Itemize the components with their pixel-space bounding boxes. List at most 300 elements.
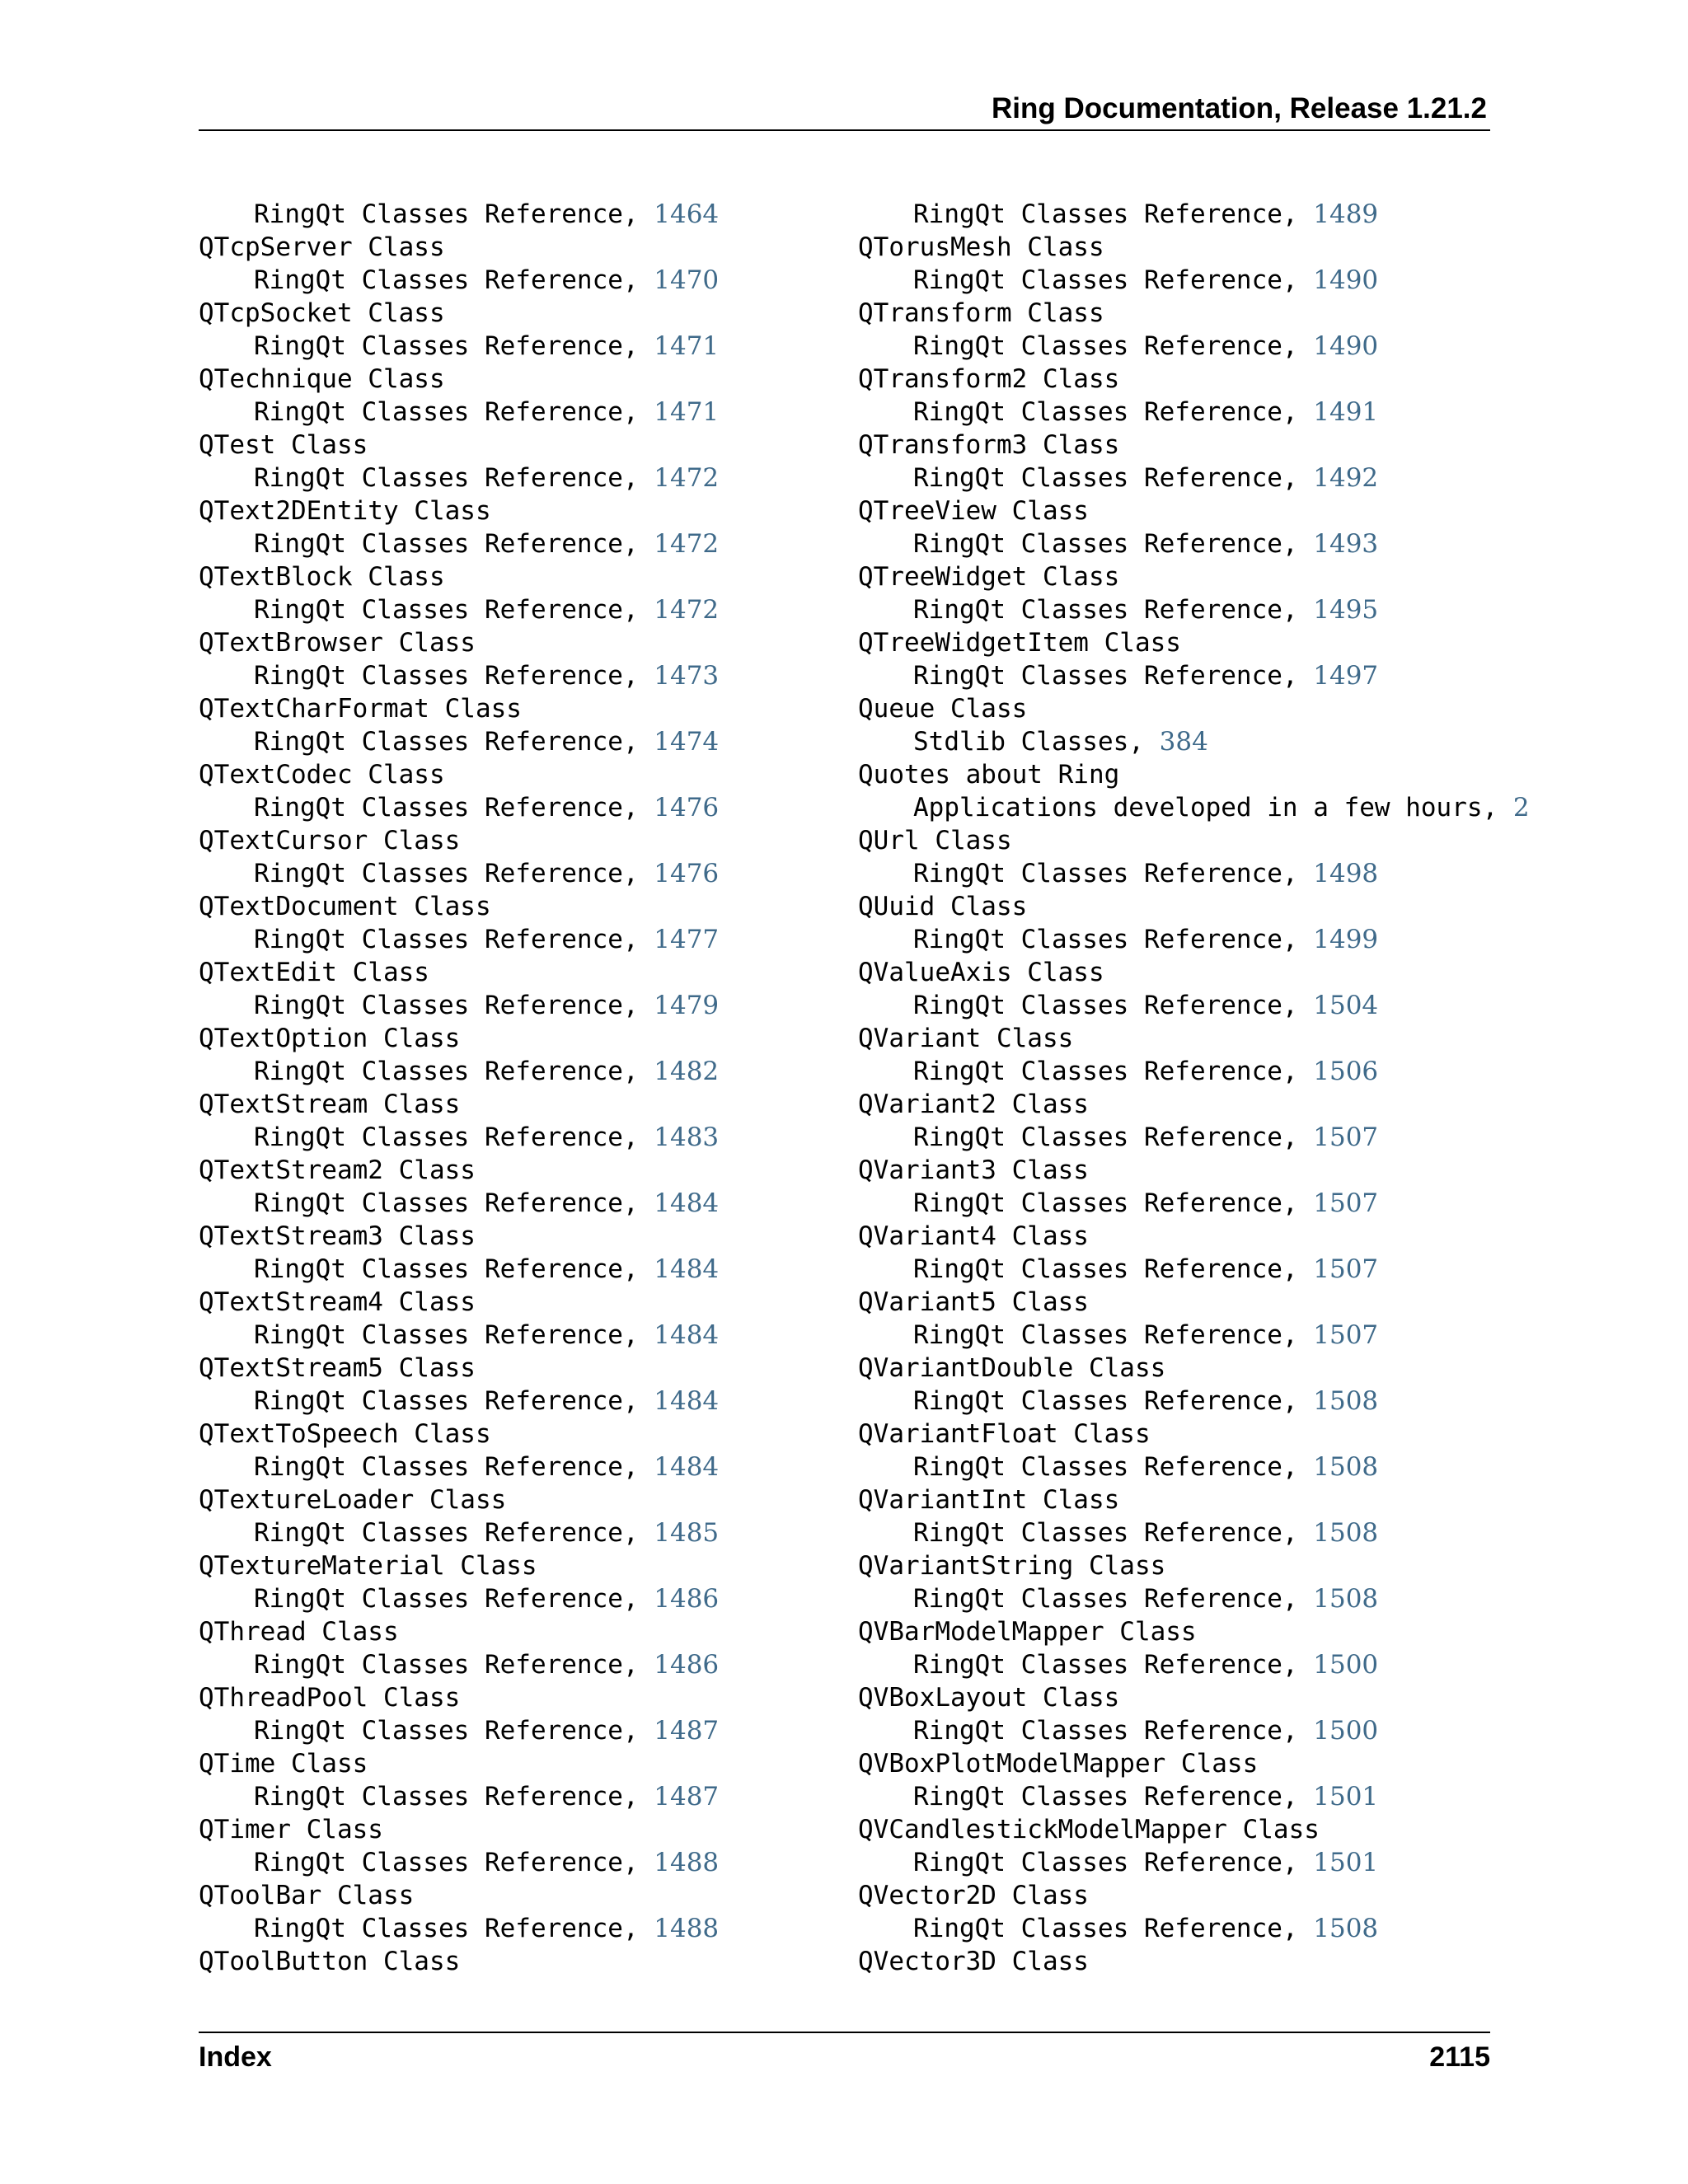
page-link[interactable]: 1488 [654,1848,720,1877]
index-entry [858,429,1530,462]
index-entry-text: QTransform2 Class [858,364,1120,394]
index-subentry [858,725,1530,758]
page-link[interactable]: 1487 [654,1716,720,1746]
entry-separator: , [1282,1057,1314,1086]
index-entry-text: Quotes about Ring [858,760,1120,790]
index-entry-text: QTextBlock Class [199,562,445,592]
entry-separator: , [622,925,654,954]
index-entry-text: RingQt Classes Reference [254,661,623,691]
entry-separator: , [1282,1914,1314,1943]
index-subentry [199,1648,719,1681]
index-entry-text: QTextStream Class [199,1090,461,1119]
index-subentry [199,725,719,758]
entry-separator: , [1282,1386,1314,1416]
entry-separator: , [622,991,654,1020]
index-entry-text: QTreeWidget Class [858,562,1120,592]
index-entry-text: QThreadPool Class [199,1683,461,1713]
page-link[interactable]: 1508 [1313,1452,1379,1482]
page-link[interactable]: 1486 [654,1584,720,1614]
index-entry-text: QTcpSocket Class [199,298,445,328]
index-entry [858,758,1530,791]
page-link[interactable]: 1501 [1313,1848,1379,1877]
entry-separator: , [622,1057,654,1086]
index-entry [858,692,1530,725]
index-entry-text: QTextStream5 Class [199,1353,476,1383]
index-entry [858,1418,1530,1451]
index-subentry [858,857,1530,890]
index-entry-text: RingQt Classes Reference [913,859,1282,888]
entry-separator: , [1128,727,1160,757]
page-link[interactable]: 1484 [654,1386,720,1416]
entry-separator: , [622,1122,654,1152]
index-entry [858,1022,1530,1055]
entry-separator: , [1282,1782,1314,1811]
index-entry-text: QTextCodec Class [199,760,445,790]
index-entry-text: RingQt Classes Reference [254,529,623,559]
page-link[interactable]: 1508 [1313,1386,1379,1416]
index-entry-text: RingQt Classes Reference [913,1386,1282,1416]
index-entry-text: RingQt Classes Reference [913,397,1282,427]
index-subentry [858,1319,1530,1352]
page-link[interactable]: 1500 [1313,1650,1379,1680]
entry-separator: , [622,463,654,493]
index-subentry [858,330,1530,363]
entry-separator: , [622,859,654,888]
index-entry-text: QVariant3 Class [858,1155,1089,1185]
index-entry [199,890,719,923]
index-entry-text: RingQt Classes Reference [254,1057,623,1086]
index-entry-text: QValueAxis Class [858,958,1104,987]
page-link[interactable]: 1499 [1313,925,1379,954]
index-subentry [199,527,719,560]
index-subentry [199,1253,719,1286]
page-link[interactable]: 1508 [1313,1914,1379,1943]
index-entry-text: QTest Class [199,430,368,460]
entry-separator: , [622,199,654,229]
page-link[interactable]: 1487 [654,1782,720,1811]
entry-separator: , [622,1716,654,1746]
index-entry-text: RingQt Classes Reference [254,331,623,361]
page-link[interactable]: 1507 [1313,1122,1379,1152]
index-subentry [858,462,1530,494]
index-entry [858,231,1530,264]
index-entry-text: RingQt Classes Reference [254,1254,623,1284]
index-entry [858,1483,1530,1516]
page-link[interactable]: 1492 [1313,463,1379,493]
index-entry [199,1615,719,1648]
index-entry-text: QTextCursor Class [199,826,461,855]
index-subentry [199,1451,719,1483]
index-subentry [858,1780,1530,1813]
index-entry-text: QToolBar Class [199,1881,415,1910]
index-entry-text: QVector3D Class [858,1947,1089,1976]
index-subentry [199,1516,719,1549]
entry-separator: , [622,1584,654,1614]
index-entry-text: RingQt Classes Reference [913,1320,1282,1350]
index-entry [858,626,1530,659]
footer-rule [199,2032,1490,2033]
page-link[interactable]: 1491 [1313,397,1379,427]
index-entry-text: RingQt Classes Reference [913,199,1282,229]
index-entry-text: RingQt Classes Reference [254,397,623,427]
index-entry-text: QTextOption Class [199,1024,461,1053]
entry-separator: , [1282,463,1314,493]
entry-separator: , [1282,1254,1314,1284]
index-entry [858,1088,1530,1121]
page-link[interactable]: 1501 [1313,1782,1379,1811]
index-entry-text: RingQt Classes Reference [254,727,623,757]
page-link[interactable]: 1476 [654,793,720,823]
index-entry-text: QVariant Class [858,1024,1074,1053]
index-entry-text: RingQt Classes Reference [254,1584,623,1614]
index-entry-text: RingQt Classes Reference [254,793,623,823]
index-entry-text: QVariant2 Class [858,1090,1089,1119]
index-entry [858,1615,1530,1648]
index-entry [858,1286,1530,1319]
index-entry-text: RingQt Classes Reference [913,1122,1282,1152]
index-subentry [199,1055,719,1088]
entry-separator: , [622,1452,654,1482]
entry-separator: , [1482,793,1513,823]
index-entry [199,297,719,330]
page-link[interactable]: 1485 [654,1518,720,1548]
entry-separator: , [1282,661,1314,691]
page-link[interactable]: 1495 [1313,595,1379,625]
index-entry-text: QTransform3 Class [858,430,1120,460]
index-entry-text: QTextCharFormat Class [199,694,522,724]
index-entry-text: RingQt Classes Reference [254,1782,623,1811]
page-link[interactable]: 1476 [654,859,720,888]
index-entry-text: RingQt Classes Reference [254,1716,623,1746]
index-entry-text: RingQt Classes Reference [913,595,1282,625]
index-entry-text: QThread Class [199,1617,399,1647]
page-link[interactable]: 1493 [1313,529,1379,559]
index-entry-text: RingQt Classes Reference [254,595,623,625]
page-link[interactable]: 1474 [654,727,720,757]
page-header-title: Ring Documentation, Release 1.21.2 [991,92,1487,124]
index-entry-text: QVariant5 Class [858,1287,1089,1317]
page-link[interactable]: 1473 [654,661,720,691]
page-link[interactable]: 1504 [1313,991,1379,1020]
index-subentry [199,1714,719,1747]
index-entry-text: RingQt Classes Reference [913,1914,1282,1943]
index-subentry [858,791,1530,824]
index-entry-text: QTime Class [199,1749,368,1779]
index-entry [199,1879,719,1912]
index-entry-text: RingQt Classes Reference [254,1122,623,1152]
index-subentry [858,1121,1530,1154]
index-subentry [858,396,1530,429]
page-link[interactable]: 1507 [1313,1320,1379,1350]
index-entry [199,956,719,989]
index-subentry [199,330,719,363]
entry-separator: , [1282,265,1314,295]
page-link[interactable]: 1484 [654,1320,720,1350]
index-subentry [858,989,1530,1022]
index-entry-text: RingQt Classes Reference [913,265,1282,295]
entry-separator: , [622,1782,654,1811]
index-subentry [858,527,1530,560]
index-entry-text: RingQt Classes Reference [913,661,1282,691]
page-link[interactable]: 1472 [654,595,720,625]
index-entry [199,1088,719,1121]
page-link[interactable]: 1486 [654,1650,720,1680]
index-entry-text: RingQt Classes Reference [913,463,1282,493]
page-link[interactable]: 1479 [654,991,720,1020]
index-entry [199,626,719,659]
entry-separator: , [622,1848,654,1877]
index-entry-text: QTextEdit Class [199,958,429,987]
index-entry-text: QTorusMesh Class [858,232,1104,262]
entry-separator: , [622,793,654,823]
index-entry-text: QTechnique Class [199,364,445,394]
index-entry-text: RingQt Classes Reference [913,1452,1282,1482]
index-subentry [199,264,719,297]
index-column-right [858,198,1530,1978]
page-link[interactable]: 1472 [654,529,720,559]
index-entry [858,560,1530,593]
index-entry-text: QVariantDouble Class [858,1353,1166,1383]
index-subentry [858,1714,1530,1747]
index-subentry [199,923,719,956]
footer-section-label: Index [199,2041,272,2073]
index-entry-text: RingQt Classes Reference [913,1057,1282,1086]
index-subentry [858,1582,1530,1615]
index-subentry [858,1516,1530,1549]
index-subentry [858,1187,1530,1220]
index-subentry [858,659,1530,692]
index-subentry [858,593,1530,626]
index-entry-text: RingQt Classes Reference [913,1650,1282,1680]
index-entry-text: RingQt Classes Reference [254,991,623,1020]
page-link[interactable]: 1490 [1313,331,1379,361]
index-entry-text: QVector2D Class [858,1881,1089,1910]
index-entry-text: RingQt Classes Reference [913,331,1282,361]
page-link[interactable]: 1500 [1313,1716,1379,1746]
page-link[interactable]: 1490 [1313,265,1379,295]
entry-separator: , [622,397,654,427]
index-entry [858,1154,1530,1187]
index-entry-text: RingQt Classes Reference [913,1848,1282,1877]
index-subentry [199,1846,719,1879]
index-entry-text: QVariantInt Class [858,1485,1120,1515]
index-entry-text: Applications developed in a few hours [913,793,1483,823]
index-entry-text: Stdlib Classes [913,727,1129,757]
index-entry [858,1352,1530,1385]
entry-separator: , [622,1518,654,1548]
index-entry [199,1418,719,1451]
index-entry [199,1681,719,1714]
index-entry-text: QVCandlestickModelMapper Class [858,1815,1320,1844]
entry-separator: , [622,727,654,757]
entry-separator: , [622,595,654,625]
index-subentry [199,1385,719,1418]
index-entry-text: QUrl Class [858,826,1012,855]
index-subentry [199,1319,719,1352]
index-entry [199,692,719,725]
page-link[interactable]: 384 [1159,727,1208,757]
index-entry-text: QVBoxLayout Class [858,1683,1120,1713]
index-entry-text: QTextStream2 Class [199,1155,476,1185]
page-link[interactable]: 1508 [1313,1584,1379,1614]
index-entry-text: RingQt Classes Reference [254,199,623,229]
index-entry-text: QTextStream4 Class [199,1287,476,1317]
index-entry [199,1154,719,1187]
index-subentry [858,1451,1530,1483]
page-link[interactable]: 1507 [1313,1254,1379,1284]
index-subentry [199,1121,719,1154]
entry-separator: , [1282,199,1314,229]
index-entry-text: Queue Class [858,694,1028,724]
index-subentry [858,1055,1530,1088]
page-link[interactable]: 1482 [654,1057,720,1086]
index-column-left [199,198,719,1978]
index-entry-text: QToolButton Class [199,1947,461,1976]
entry-separator: , [1282,925,1314,954]
index-entry [858,1813,1530,1846]
index-subentry [858,1253,1530,1286]
index-entry [858,363,1530,396]
index-subentry [199,989,719,1022]
index-subentry [199,593,719,626]
index-entry [199,824,719,857]
index-subentry [199,396,719,429]
page-link[interactable]: 1483 [654,1122,720,1152]
index-subentry [199,462,719,494]
entry-separator: , [1282,397,1314,427]
index-entry-text: QTextureMaterial Class [199,1551,537,1581]
index-entry-text: QTimer Class [199,1815,383,1844]
entry-separator: , [1282,859,1314,888]
index-subentry [199,791,719,824]
page-link[interactable]: 1484 [654,1254,720,1284]
entry-separator: , [1282,331,1314,361]
entry-separator: , [1282,991,1314,1020]
index-entry [858,1747,1530,1780]
index-subentry [199,198,719,231]
entry-separator: , [622,265,654,295]
index-subentry [199,1912,719,1945]
index-entry-text: RingQt Classes Reference [254,1452,623,1482]
entry-separator: , [1282,1584,1314,1614]
index-entry [858,1681,1530,1714]
index-entry [858,890,1530,923]
index-entry-text: QVariant4 Class [858,1221,1089,1251]
page-link[interactable]: 1497 [1313,661,1379,691]
entry-separator: , [1282,1320,1314,1350]
page-link[interactable]: 2 [1512,793,1530,823]
index-entry [199,1220,719,1253]
index-subentry [858,1846,1530,1879]
index-subentry [858,1912,1530,1945]
footer-page-number: 2115 [1429,2041,1490,2073]
index-entry-text: QTextStream3 Class [199,1221,476,1251]
page-link[interactable]: 1484 [654,1188,720,1218]
index-entry-text: QTreeWidgetItem Class [858,628,1181,658]
page-link[interactable]: 1506 [1313,1057,1379,1086]
index-entry-text: QTextDocument Class [199,892,491,921]
index-entry-text: QVBoxPlotModelMapper Class [858,1749,1259,1779]
index-subentry [858,923,1530,956]
index-entry [199,1549,719,1582]
header-rule [199,129,1490,131]
index-entry [199,1352,719,1385]
index-entry [199,1945,719,1978]
index-entry-text: QVBarModelMapper Class [858,1617,1197,1647]
entry-separator: , [622,529,654,559]
index-entry-text: QTcpServer Class [199,232,445,262]
entry-separator: , [1282,1188,1314,1218]
page-link[interactable]: 1471 [654,331,720,361]
index-entry [199,494,719,527]
entry-separator: , [622,661,654,691]
index-entry-text: QTransform Class [858,298,1104,328]
index-subentry [199,857,719,890]
index-entry [199,231,719,264]
entry-separator: , [622,1254,654,1284]
index-entry-text: RingQt Classes Reference [254,859,623,888]
index-entry-text: QText2DEntity Class [199,496,491,526]
index-entry [199,1022,719,1055]
index-entry-text: RingQt Classes Reference [254,1848,623,1877]
index-entry [199,1813,719,1846]
index-entry-text: RingQt Classes Reference [254,925,623,954]
index-entry-text: RingQt Classes Reference [913,1518,1282,1548]
entry-separator: , [1282,1716,1314,1746]
page-link[interactable]: 1498 [1313,859,1379,888]
index-entry-text: RingQt Classes Reference [254,265,623,295]
entry-separator: , [622,331,654,361]
index-subentry [858,264,1530,297]
page-link[interactable]: 1508 [1313,1518,1379,1548]
page-link[interactable]: 1507 [1313,1188,1379,1218]
entry-separator: , [622,1386,654,1416]
index-entry-text: RingQt Classes Reference [913,925,1282,954]
page-link[interactable]: 1471 [654,397,720,427]
entry-separator: , [1282,529,1314,559]
page-link[interactable]: 1464 [654,199,720,229]
index-entry [858,1945,1530,1978]
index-entry [858,1220,1530,1253]
page-link[interactable]: 1484 [654,1452,720,1482]
index-entry-text: RingQt Classes Reference [913,991,1282,1020]
page-link[interactable]: 1470 [654,265,720,295]
index-entry-text: RingQt Classes Reference [254,463,623,493]
page-link[interactable]: 1488 [654,1914,720,1943]
index-entry [858,297,1530,330]
entry-separator: , [622,1188,654,1218]
index-entry [199,560,719,593]
entry-separator: , [622,1650,654,1680]
index-entry-text: RingQt Classes Reference [254,1320,623,1350]
index-entry [199,363,719,396]
index-entry-text: QTreeView Class [858,496,1089,526]
index-entry-text: RingQt Classes Reference [254,1518,623,1548]
page-link[interactable]: 1489 [1313,199,1379,229]
index-entry-text: RingQt Classes Reference [913,1584,1282,1614]
index-entry [858,1879,1530,1912]
index-entry-text: RingQt Classes Reference [254,1914,623,1943]
index-entry-text: RingQt Classes Reference [913,1188,1282,1218]
entry-separator: , [1282,1122,1314,1152]
page-link[interactable]: 1472 [654,463,720,493]
entry-separator: , [1282,595,1314,625]
index-entry [199,1747,719,1780]
entry-separator: , [1282,1848,1314,1877]
index-subentry [199,1187,719,1220]
index-subentry [858,1648,1530,1681]
page-link[interactable]: 1477 [654,925,720,954]
